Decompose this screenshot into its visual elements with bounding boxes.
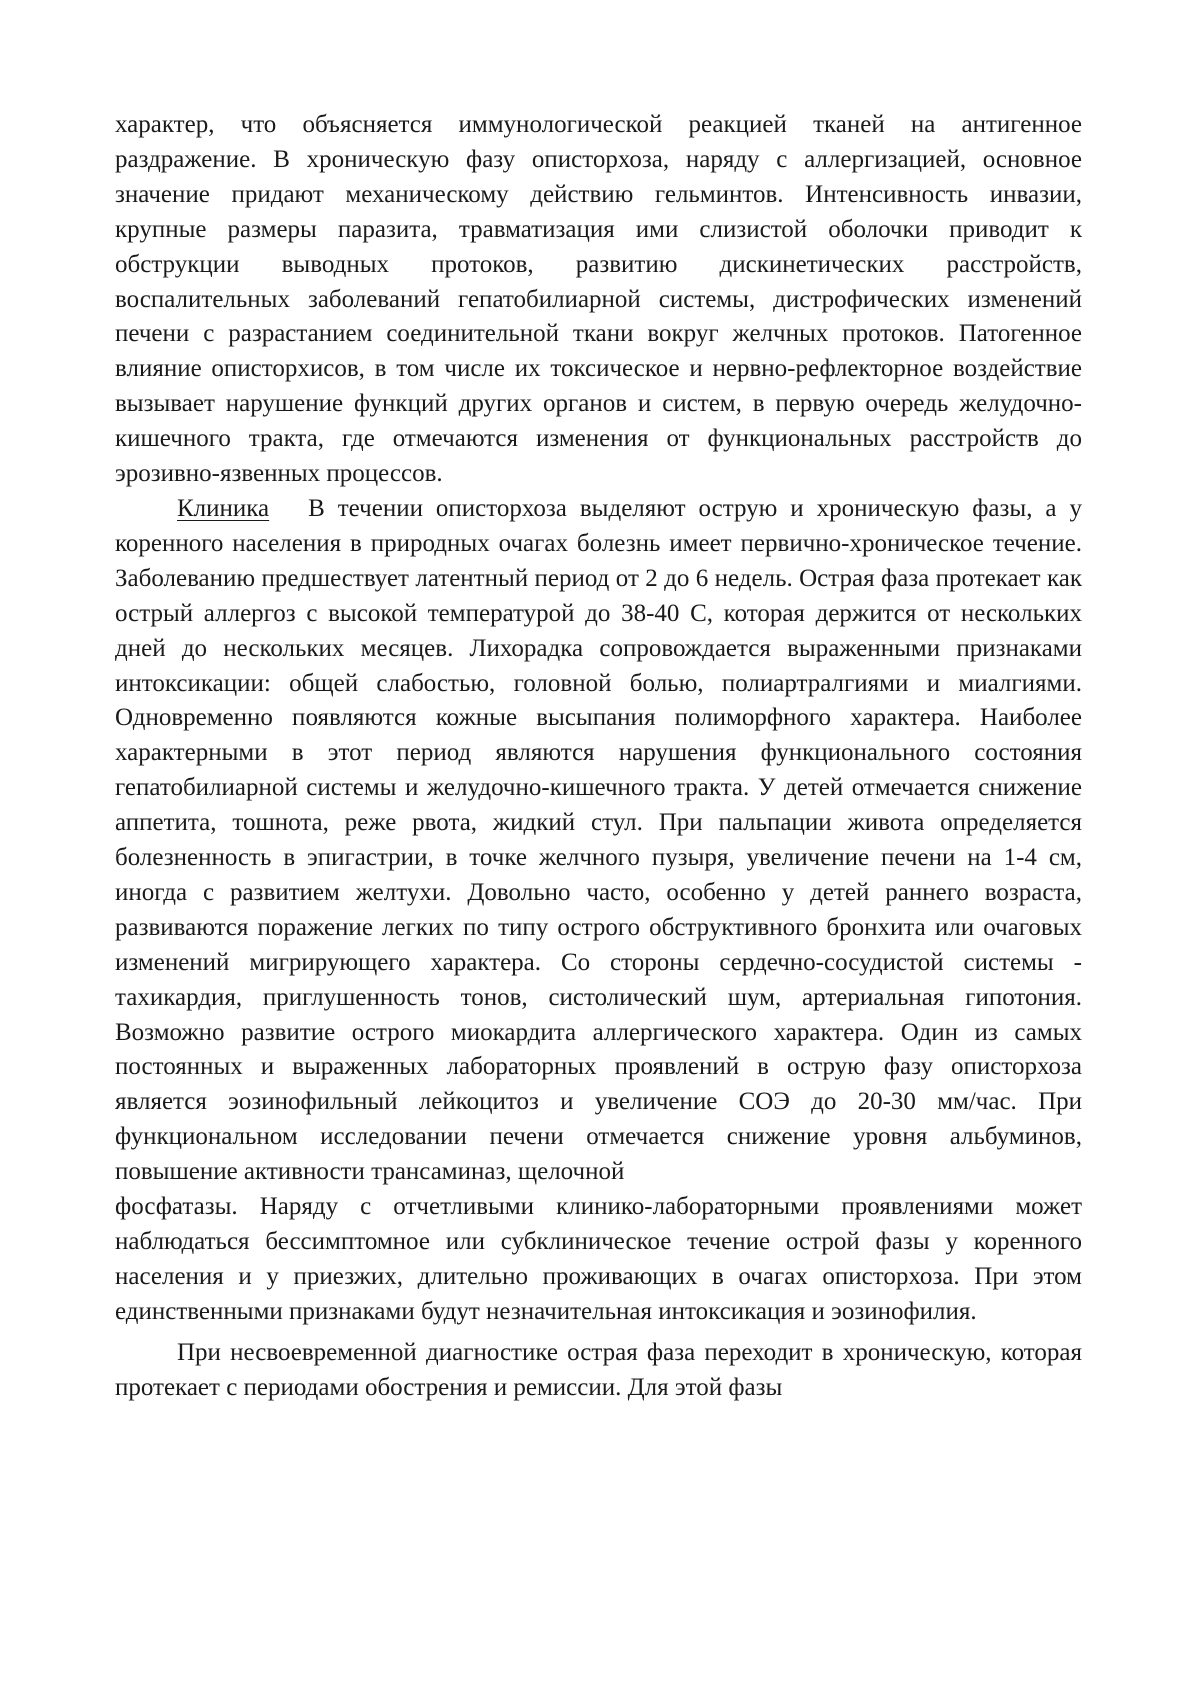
paragraph-clinic-continued: фосфатазы. Наряду с отчетливыми клинико-лабораторными проявлениями может наблюдаться бессимптомное или субклиническое течение острой фазы у коренного населения и у приезжих, длительно проживающих в очагах описторхоза. При этом единственными признаками будут незначительная интоксикация и эозинофилия. [115,1193,1082,1325]
paragraph-clinic [115,492,1082,1190]
paragraph-pathogenesis: характер, что объясняется иммунологической реакцией тканей на антигенное раздражение. В хроническую фазу описторхоза, наряду с аллергизацией, основное значение придают механическому действию гельминтов. Интенсивность инвазии, крупные размеры паразита, травматизация ими слизистой оболочки приводит к обструкции выводных протоков, развитию дискинетических расстройств, воспалительных заболеваний гепатобилиарной системы, дистрофических изменений печени с разрастанием соединительной ткани вокруг желчных протоков. Патогенное влияние описторхисов, в том числе их токсическое и нервно-рефлекторное воздействие вызывает нарушение функций других органов и систем, в первую очередь желудочно-кишечного тракта, где отмечаются изменения от функциональных расстройств до эрозивно-язвенных процессов. [115,111,1082,488]
document-page [115,108,1082,1406]
paragraph-clinic-text: В течении описторхоза выделяют острую и хроническую фазы, а у коренного населения в природных очагах болезнь имеет первично-хроническое течение. Заболеванию предшествует латентный период от 2 до 6 недель. Острая фаза протекает как острый аллергоз с высокой температурой до 38-40 С, которая держится от нескольких дней до нескольких месяцев. Лихорадка сопровождается выраженными признаками интоксикации: общей слабостью, головной болью, полиартралгиями и миалгиями. Одновременно появляются кожные высыпания полиморфного характера. Наиболее характерными в этот период являются нарушения функционального состояния гепатобилиарной системы и желудочно-кишечного тракта. У детей отмечается снижение аппетита, тошнота, реже рвота, жидкий стул. При пальпации живота определяется болезненность в эпигастрии, в точке желчного пузыря, увеличение печени на 1-4 см, иногда с развитием желтухи. Довольно часто, особенно у детей раннего возраста, развиваются поражение легких по типу острого обструктивного бронхита или очаговых изменений мигрирующего характера. Со стороны сердечно-сосудистой системы - тахикардия, приглушенность тонов, систолический шум, артериальная гипотония. Возможно развитие острого миокардита аллергического характера. Один из самых постоянных и выраженных лабораторных проявлений в острую фазу описторхоза является эозинофильный лейкоцитоз и увеличение СОЭ до 20-30 мм/час. При функциональном исследовании печени отмечается снижение уровня альбуминов, повышение активности трансаминаз, щелочной [115,494,1082,1186]
paragraph-chronic-phase: При несвоевременной диагностике острая фаза переходит в хроническую, которая протекает с периодами обострения и ремиссии. Для этой фазы [115,1338,1082,1401]
clinic-heading: Клиника [177,494,270,522]
